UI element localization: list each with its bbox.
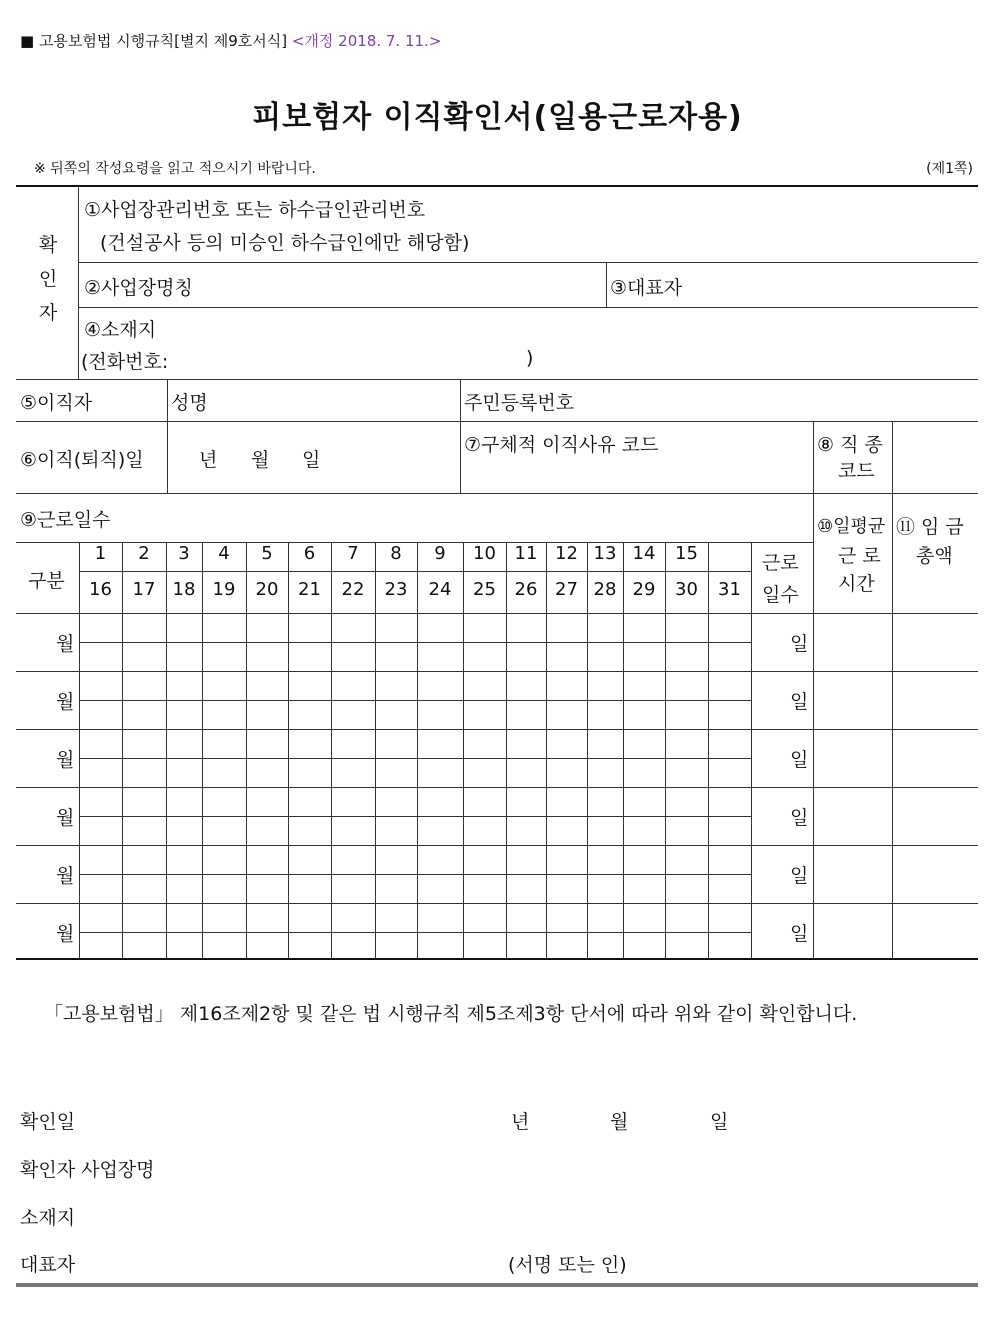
grid-row-line <box>16 903 978 904</box>
day-number: 8 <box>390 543 402 564</box>
grid-column-line <box>202 542 203 958</box>
grid-row-line <box>16 729 978 730</box>
total-days-label-line2: 일수 <box>762 584 799 606</box>
day-unit-label: 일 <box>790 691 809 713</box>
confirmer-label-char: 확 <box>38 234 58 256</box>
leave-date-label: ⑥이직(퇴직)일 <box>20 449 144 471</box>
day-number: 5 <box>261 543 273 564</box>
confirm-date-label: 확인일 <box>20 1111 76 1133</box>
day-number: 19 <box>212 579 236 600</box>
day-number: 22 <box>341 579 365 600</box>
day-unit-label: 일 <box>790 749 809 771</box>
grid-column-line <box>708 542 709 958</box>
day-unit-label: 일 <box>790 633 809 655</box>
revision-date: <개정 2018. 7. 11.> <box>291 32 442 50</box>
job-code-label-line1: ⑧ 직 종 <box>817 434 883 456</box>
address-label: 소재지 <box>20 1207 76 1229</box>
month-label: 월 <box>56 691 75 713</box>
grid-column-line <box>587 542 588 958</box>
confirm-year: 년 <box>511 1111 530 1133</box>
form-ref-text: ■ 고용보험법 시행규칙[별지 제9호서식] <box>20 32 288 50</box>
grid-column-line <box>166 542 167 958</box>
day-number: 20 <box>255 579 279 600</box>
grid-half-row-line <box>79 816 751 817</box>
confirmer-label-char: 자 <box>38 302 58 324</box>
confirm-month: 월 <box>610 1111 629 1133</box>
month-label: 월 <box>56 749 75 771</box>
day-number: 17 <box>132 579 156 600</box>
day-number: 15 <box>675 543 698 564</box>
job-code-label-line2: 코드 <box>838 460 875 482</box>
grid-column-line <box>892 613 893 958</box>
business-name-label: ②사업장명칭 <box>84 277 193 299</box>
grid-column-line <box>623 542 624 958</box>
day-number: 4 <box>218 543 230 564</box>
grid-column-line <box>122 542 123 958</box>
grid-row-line <box>16 845 978 846</box>
total-wage-label-line2: 총액 <box>916 545 953 567</box>
day-number: 3 <box>178 543 190 564</box>
day-number: 24 <box>428 579 452 600</box>
leaver-label: ⑤이직자 <box>20 392 93 414</box>
grid-column-line <box>288 542 289 958</box>
address-field-label: ④소재지 <box>84 319 157 341</box>
grid-column-line <box>331 542 332 958</box>
phone-close: ) <box>526 347 534 369</box>
day-number: 30 <box>675 579 698 600</box>
day-number: 14 <box>632 543 656 564</box>
day-number: 27 <box>555 579 578 600</box>
month-label: 월 <box>56 633 75 655</box>
grid-half-row-line <box>79 758 751 759</box>
day-unit-label: 일 <box>790 865 809 887</box>
month-label: 월 <box>56 865 75 887</box>
gubun-label: 구분 <box>28 570 65 592</box>
grid-row-line <box>16 787 978 788</box>
day-number: 1 <box>94 543 107 564</box>
grid-column-line <box>506 542 507 958</box>
day-number: 2 <box>138 543 150 564</box>
leave-date-day: 일 <box>302 449 321 471</box>
grid-column-line <box>417 542 418 958</box>
day-number: 23 <box>384 579 408 600</box>
representative-field-label: ③대표자 <box>610 277 683 299</box>
grid-column-line <box>546 542 547 958</box>
grid-column-line <box>375 542 376 958</box>
day-number: 12 <box>555 543 578 564</box>
day-number: 29 <box>632 579 656 600</box>
day-number: 26 <box>514 579 538 600</box>
day-number: 21 <box>298 579 321 600</box>
bottom-rule <box>16 1283 978 1287</box>
business-number-label: ①사업장관리번호 또는 하수급인관리번호 <box>84 199 426 221</box>
grid-column-line <box>751 542 752 958</box>
day-number: 10 <box>473 543 496 564</box>
day-number: 13 <box>593 543 617 564</box>
confirm-day: 일 <box>710 1111 729 1133</box>
representative-label: 대표자 <box>20 1254 76 1276</box>
company-name-label: 확인자 사업장명 <box>20 1159 155 1181</box>
instruction-note: ※ 뒤쪽의 작성요령을 읽고 적으시기 바랍니다. <box>34 161 316 177</box>
rrn-label: 주민등록번호 <box>464 392 575 414</box>
day-number: 31 <box>718 579 741 600</box>
day-unit-label: 일 <box>790 807 809 829</box>
name-label: 성명 <box>171 392 208 414</box>
grid-column-line <box>246 542 247 958</box>
day-number: 11 <box>514 543 538 564</box>
day-number: 7 <box>347 543 359 564</box>
day-unit-label: 일 <box>790 923 809 945</box>
phone-label: (전화번호: <box>81 351 169 373</box>
grid-half-row-line <box>79 932 751 933</box>
document-title: 피보험자 이직확인서(일용근로자용) <box>252 100 743 135</box>
leave-date-month: 월 <box>251 449 270 471</box>
month-label: 월 <box>56 807 75 829</box>
day-number: 28 <box>593 579 617 600</box>
grid-column-line <box>79 613 80 958</box>
avg-hours-label-line1: ⑩일평균 <box>817 516 886 537</box>
confirmer-section-label <box>26 228 70 330</box>
day-number: 18 <box>172 579 196 600</box>
day-number: 16 <box>89 579 112 600</box>
avg-hours-label-line3: 시간 <box>838 573 875 595</box>
total-days-label-line1: 근로 <box>762 552 799 574</box>
grid-half-row-line <box>79 700 751 701</box>
avg-hours-label-line2: 근 로 <box>838 545 881 567</box>
signature-label: (서명 또는 인) <box>508 1254 627 1276</box>
day-number: 9 <box>434 543 446 564</box>
total-wage-label-line1: ⑪ 임 금 <box>896 516 964 538</box>
grid-column-line <box>463 542 464 958</box>
month-label: 월 <box>56 923 75 945</box>
leave-date-year: 년 <box>199 449 218 471</box>
workdays-label: ⑨근로일수 <box>20 509 111 531</box>
confirmation-statement: 「고용보험법」 제16조제2항 및 같은 법 시행규칙 제5조제3항 단서에 따라 위와 같이 확인합니다. <box>44 1003 858 1025</box>
grid-row-line <box>16 671 978 672</box>
grid-column-line <box>665 542 666 958</box>
reason-code-label: ⑦구체적 이직사유 코드 <box>464 434 659 456</box>
day-number: 25 <box>473 579 496 600</box>
grid-half-row-line <box>79 874 751 875</box>
form-reference <box>20 30 441 51</box>
grid-column-line <box>813 613 814 958</box>
confirmer-label-char: 인 <box>38 268 58 290</box>
day-number: 6 <box>303 543 316 564</box>
business-number-note: (건설공사 등의 미승인 하수급인에만 해당함) <box>100 232 470 254</box>
grid-half-row-line <box>79 642 751 643</box>
page-label: (제1쪽) <box>926 161 973 177</box>
